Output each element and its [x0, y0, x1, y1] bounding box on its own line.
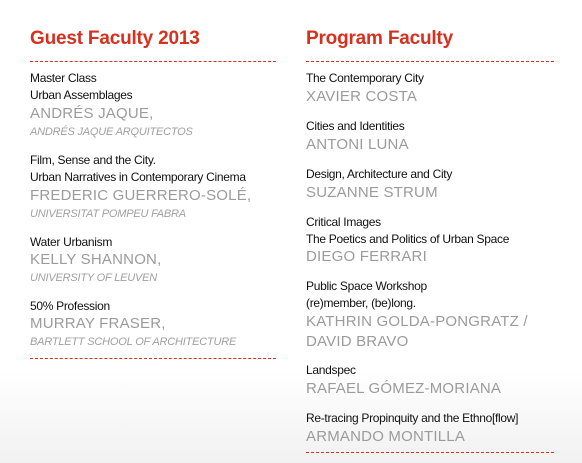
program-faculty-name: ANTONI LUNA	[306, 136, 409, 153]
program-bottom-divider	[306, 452, 554, 453]
guest-course-line: Master Class	[30, 71, 97, 85]
program-faculty-heading: Program Faculty	[306, 28, 453, 49]
guest-course-line: Urban Narratives in Contemporary Cinema	[30, 170, 246, 184]
program-course-line: Cities and Identities	[306, 119, 405, 133]
guest-bottom-divider	[30, 358, 276, 359]
guest-faculty-institution: UNIVERSITY OF LEUVEN	[30, 272, 158, 284]
guest-faculty-heading: Guest Faculty 2013	[30, 28, 200, 49]
program-faculty-name: KATHRIN GOLDA-PONGRATZ /	[306, 313, 528, 330]
program-course-line: Re-tracing Propinquity and the Ethno[flow]	[306, 411, 519, 425]
program-faculty-name: RAFAEL GÓMEZ-MORIANA	[306, 380, 502, 397]
program-course-line: (re)member, (be)long.	[306, 296, 416, 310]
guest-top-divider	[30, 61, 276, 62]
program-faculty-name: DIEGO FERRARI	[306, 248, 427, 265]
program-faculty-name: SUZANNE STRUM	[306, 184, 438, 201]
guest-faculty-institution: ANDRÉS JAQUE ARQUITECTOS	[30, 126, 193, 138]
program-course-line: Public Space Workshop	[306, 279, 427, 293]
guest-faculty-name: FREDERIC GUERRERO-SOLÉ,	[30, 187, 252, 204]
program-faculty-name: DAVID BRAVO	[306, 333, 409, 350]
program-faculty-name: XAVIER COSTA	[306, 88, 418, 105]
program-course-line: Design, Architecture and City	[306, 167, 453, 181]
guest-course-line: Water Urbanism	[30, 235, 113, 249]
guest-course-line: 50% Profession	[30, 299, 110, 313]
program-course-line: The Poetics and Politics of Urban Space	[306, 232, 510, 246]
guest-course-line: Urban Assemblages	[30, 88, 133, 102]
guest-faculty-name: ANDRÉS JAQUE,	[30, 105, 154, 122]
program-faculty-name: ARMANDO MONTILLA	[306, 428, 466, 445]
guest-faculty-institution: UNIVERSITAT POMPEU FABRA	[30, 208, 186, 220]
guest-faculty-institution: BARTLETT SCHOOL OF ARCHITECTURE	[30, 336, 237, 348]
program-course-line: Landspec	[306, 363, 356, 377]
program-course-line: Critical Images	[306, 215, 381, 229]
guest-course-line: Film, Sense and the City.	[30, 153, 156, 167]
guest-faculty-name: KELLY SHANNON,	[30, 251, 162, 268]
guest-faculty-name: MURRAY FRASER,	[30, 315, 166, 332]
program-top-divider	[306, 61, 554, 62]
program-course-line: The Contemporary City	[306, 71, 424, 85]
